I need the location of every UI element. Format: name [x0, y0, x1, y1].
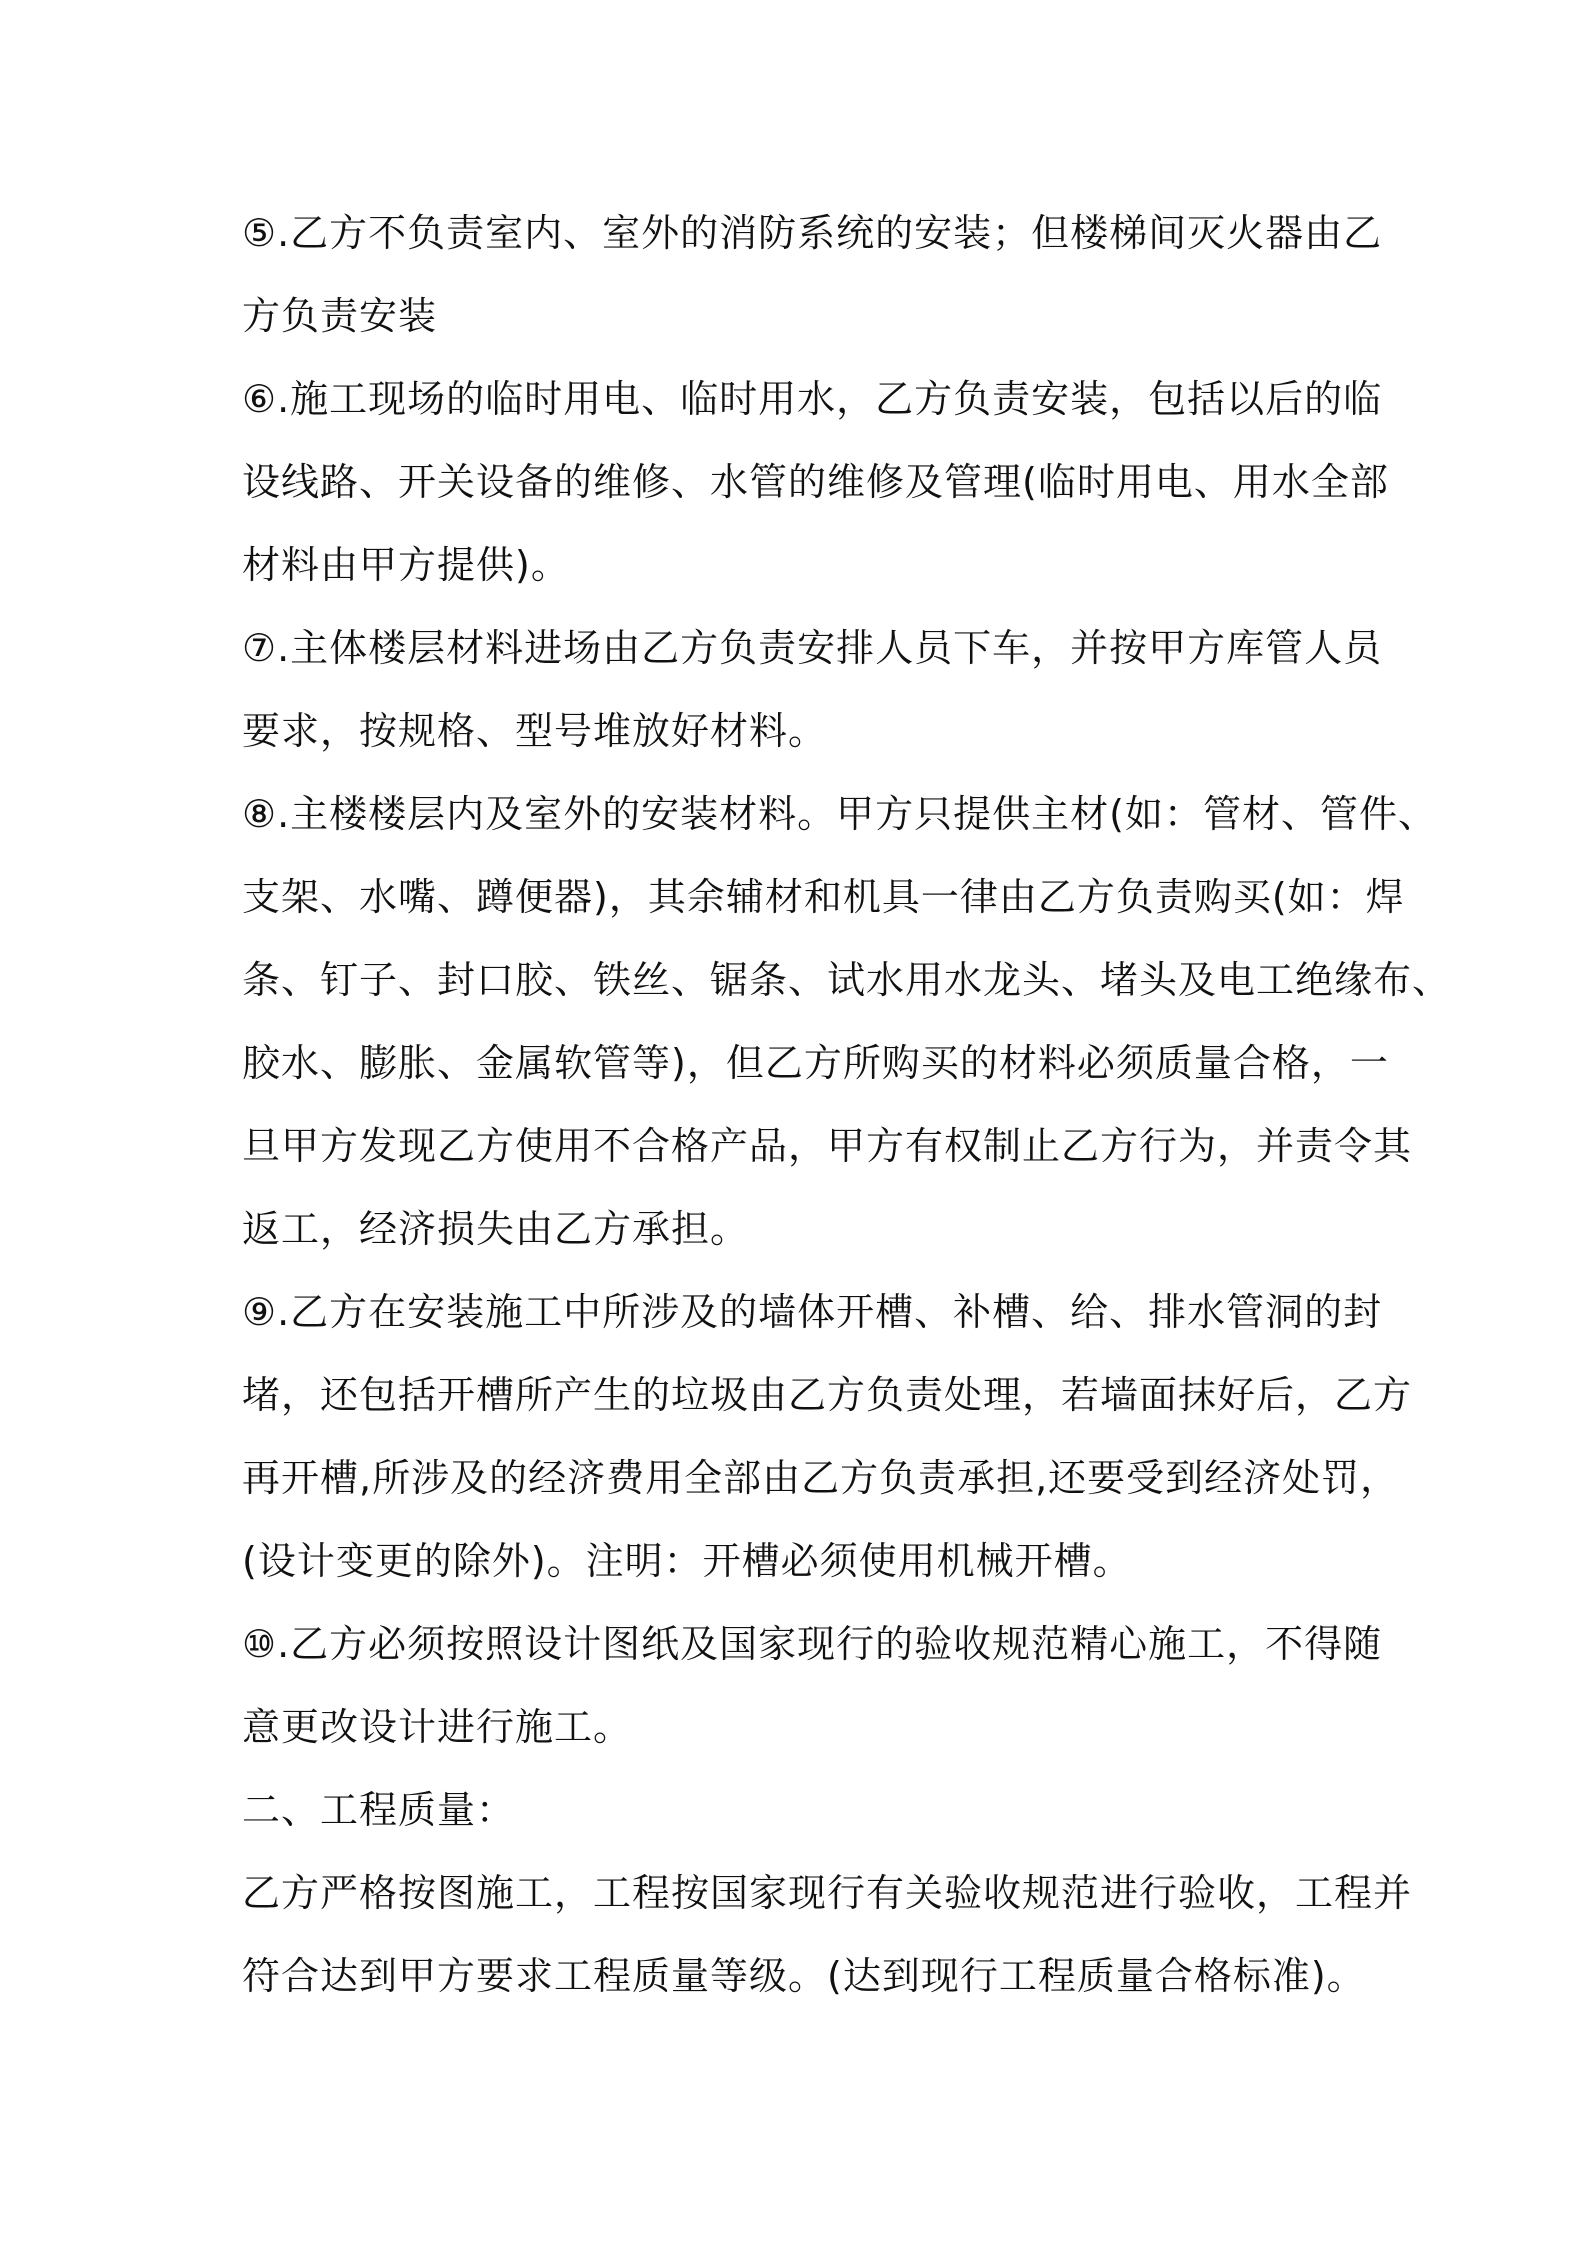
text-line: 设线路、开关设备的维修、水管的维修及管理(临时用电、用水全部	[242, 460, 1389, 504]
text-line: 方负责安装	[242, 294, 438, 338]
clause-7	[242, 607, 1383, 773]
quality-paragraph	[242, 1852, 1413, 2018]
text-line: 乙方严格按图施工，工程按国家现行有关验收规范进行验收，工程并	[242, 1871, 1413, 1915]
document-body	[242, 192, 1452, 2018]
text-line: 再开槽,所涉及的经济费用全部由乙方负责承担,还要受到经济处罚，	[242, 1456, 1400, 1500]
section-heading-quality	[242, 1769, 1372, 1852]
text-line: ⑩.乙方必须按照设计图纸及国家现行的验收规范精心施工，不得随	[242, 1622, 1383, 1666]
clause-10	[242, 1603, 1383, 1769]
text-line: 返工，经济损失由乙方承担。	[242, 1207, 750, 1251]
clause-9	[242, 1271, 1413, 1603]
text-line: ⑦.主体楼层材料进场由乙方负责安排人员下车，并按甲方库管人员	[242, 626, 1383, 670]
clause-5	[242, 192, 1383, 358]
text-line: 堵，还包括开槽所产生的垃圾由乙方负责处理，若墙面抹好后，乙方	[242, 1373, 1413, 1417]
text-line: (设计变更的除外)。注明：开槽必须使用机械开槽。	[242, 1539, 1132, 1583]
text-line: ⑨.乙方在安装施工中所涉及的墙体开槽、补槽、给、排水管洞的封	[242, 1290, 1383, 1334]
text-line: ⑧.主楼楼层内及室外的安装材料。甲方只提供主材(如：管材、管件、	[242, 792, 1437, 836]
text-line: 意更改设计进行施工。	[242, 1705, 633, 1749]
clause-6	[242, 358, 1389, 607]
text-line: 支架、水嘴、蹲便器)，其余辅材和机具一律由乙方负责购买(如：焊	[242, 875, 1405, 919]
text-line: 要求，按规格、型号堆放好材料。	[242, 709, 828, 753]
section-heading: 二、工程质量：	[242, 1788, 516, 1832]
text-line: 条、钉子、封口胶、铁丝、锯条、试水用水龙头、堵头及电工绝缘布、	[242, 958, 1452, 1002]
text-line: 符合达到甲方要求工程质量等级。(达到现行工程质量合格标准)。	[242, 1954, 1366, 1998]
text-line: 旦甲方发现乙方使用不合格产品，甲方有权制止乙方行为，并责令其	[242, 1124, 1413, 1168]
text-line: ⑤.乙方不负责室内、室外的消防系统的安装；但楼梯间灭火器由乙	[242, 211, 1383, 255]
text-line: 材料由甲方提供)。	[242, 543, 570, 587]
text-line: ⑥.施工现场的临时用电、临时用水，乙方负责安装，包括以后的临	[242, 377, 1383, 421]
clause-8	[242, 773, 1452, 1271]
text-line: 胶水、膨胀、金属软管等)，但乙方所购买的材料必须质量合格，一	[242, 1041, 1389, 1085]
